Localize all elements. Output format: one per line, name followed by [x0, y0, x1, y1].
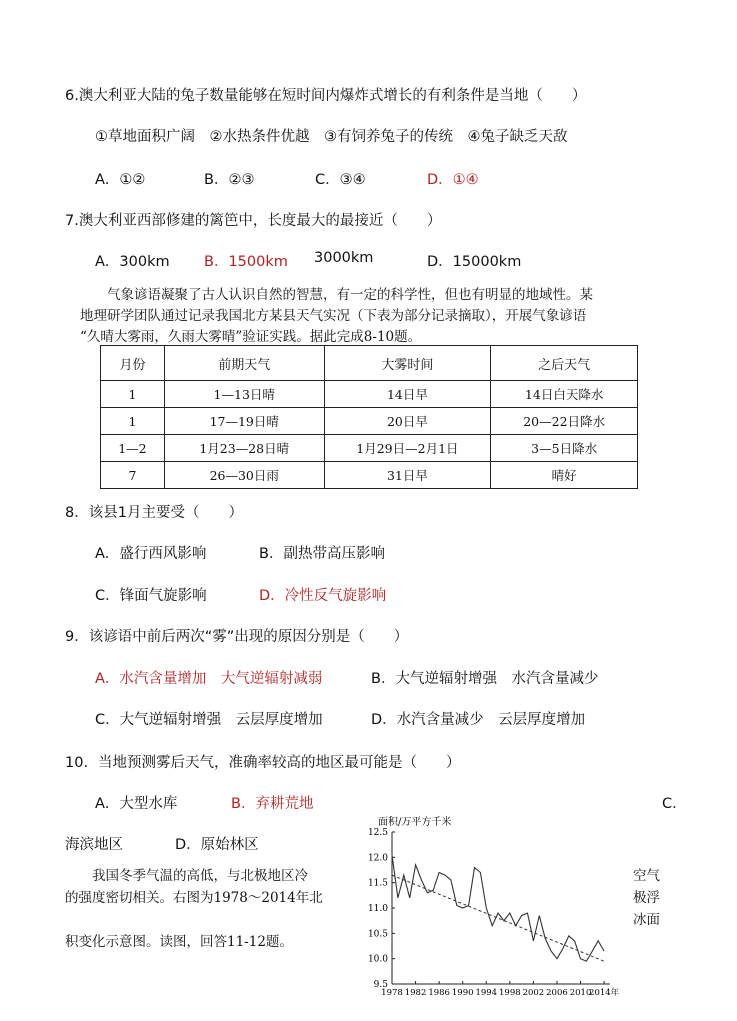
- q9-option-d: D．水汽含量减少 云层厚度增加: [371, 712, 586, 728]
- q8-stem: 8．该县1月主要受（ ）: [65, 505, 243, 521]
- y-tick-label: 11.0: [367, 904, 388, 914]
- header-before-weather: 前期天气: [164, 346, 324, 381]
- table-cell: 20—22日降水: [491, 408, 638, 435]
- passage2-line2-left: 的强度密切相关。右图为1978～2014年北: [65, 890, 323, 906]
- table-row: [101, 381, 638, 408]
- passage2-line3-right: 冰面: [633, 912, 660, 928]
- x-tick-label: 2006: [546, 988, 568, 998]
- table-cell: 1: [101, 381, 165, 408]
- sea-ice-area-line: [392, 855, 604, 961]
- table-header-row: [101, 346, 638, 381]
- x-tick-label: 1990: [451, 988, 474, 998]
- y-tick-label: 12.5: [367, 828, 388, 838]
- q7-option-c: 3000km: [314, 250, 374, 266]
- q6-option-a: A．①②: [95, 172, 146, 188]
- passage1-line1: 气象谚语凝聚了古人认识自然的智慧，有一定的科学性，但也有明显的地域性。某: [80, 287, 593, 303]
- q7-option-d: D．15000km: [427, 254, 522, 270]
- table-row: [101, 408, 638, 435]
- y-tick-label: 11.5: [367, 878, 388, 889]
- table-cell: 1月29日—2月1日: [324, 435, 491, 462]
- table-cell: 1: [101, 408, 165, 435]
- x-tick-label: 2014年: [589, 988, 620, 998]
- q9-option-a: A．水汽含量增加 大气逆辐射减弱: [95, 671, 323, 687]
- table-cell: 晴好: [491, 462, 638, 489]
- q7-option-b: B．1500km: [204, 254, 288, 270]
- table-cell: 14日早: [324, 381, 491, 408]
- header-fog-time: 大雾时间: [324, 346, 491, 381]
- passage1-line2: 地理研学团队通过记录我国北方某县天气实况（下表为部分记录摘取），开展气象谚语: [80, 308, 587, 324]
- x-tick-label: 2010: [569, 988, 592, 998]
- table-cell: 7: [101, 462, 165, 489]
- x-tick-label: 1986: [428, 988, 450, 998]
- y-tick-label: 10.0: [367, 954, 388, 965]
- table-cell: 1—2: [101, 435, 165, 462]
- q6-option-b: B．②③: [204, 172, 255, 188]
- y-tick-label: 10.5: [367, 929, 388, 940]
- q8-option-d: D．冷性反气旋影响: [259, 588, 387, 604]
- passage2-line1-left: 我国冬季气温的高低，与北极地区冷: [65, 868, 308, 884]
- y-tick-label: 12.0: [367, 853, 388, 864]
- q6-option-d: D．①④: [427, 172, 479, 188]
- table-cell: 14日白天降水: [491, 381, 638, 408]
- q10-stem: 10．当地预测雾后天气，准确率较高的地区最可能是（ ）: [65, 755, 461, 771]
- passage2-line1-right: 空气: [633, 868, 660, 884]
- table-cell: 1月23—28日晴: [164, 435, 324, 462]
- q10-option-c: C．: [662, 796, 687, 812]
- q6-items: ①草地面积广阔 ②水热条件优越 ③有饲养兔子的传统 ④兔子缺乏天敌: [95, 129, 568, 145]
- q9-option-b: B．大气逆辐射增强 水汽含量减少: [371, 671, 599, 687]
- x-tick-label: 1982: [404, 988, 427, 998]
- q7-option-a: A．300km: [95, 254, 170, 270]
- table-cell: 26—30日雨: [164, 462, 324, 489]
- chart-title: 面积/万平方千米: [378, 817, 452, 828]
- weather-record-table: [100, 345, 638, 489]
- header-month: 月份: [101, 346, 165, 381]
- q10-option-d: D．原始林区: [175, 837, 259, 853]
- q6-stem: 6.澳大利亚大陆的兔子数量能够在短时间内爆炸式增长的有利条件是当地（ ）: [65, 88, 587, 104]
- q6-option-c: C．③④: [315, 172, 366, 188]
- q9-stem: 9．该谚语中前后两次“雾”出现的原因分别是（ ）: [65, 629, 409, 645]
- y-tick-label: 9.5: [373, 980, 388, 990]
- q8-option-b: B．副热带高压影响: [259, 546, 385, 562]
- q8-option-c: C．锋面气旋影响: [95, 588, 207, 604]
- q10-option-c-text: 海滨地区: [65, 837, 123, 853]
- table-cell: 1—13日晴: [164, 381, 324, 408]
- q10-option-b: B．弃耕荒地: [231, 796, 314, 812]
- arctic-sea-ice-chart: [360, 812, 622, 1012]
- q8-option-a: A．盛行西风影响: [95, 546, 207, 562]
- q10-option-a: A．大型水库: [95, 796, 178, 812]
- passage2-line2-right: 极浮: [633, 890, 660, 906]
- table-cell: 20日早: [324, 408, 491, 435]
- table-cell: 3—5日降水: [491, 435, 638, 462]
- q9-option-c: C．大气逆辐射增强 云层厚度增加: [95, 712, 323, 728]
- x-tick-label: 1978: [381, 988, 403, 998]
- table-cell: 31日早: [324, 462, 491, 489]
- trend-line: [392, 875, 604, 961]
- x-tick-label: 1994: [475, 988, 498, 998]
- q7-stem: 7.澳大利亚西部修建的篱笆中，长度最大的最接近（ ）: [65, 213, 442, 229]
- x-tick-label: 1998: [499, 988, 521, 998]
- table-row: [101, 435, 638, 462]
- table-row: [101, 462, 638, 489]
- passage1-line3: “久晴大雾雨，久雨大雾晴”验证实践。据此完成8-10题。: [80, 329, 422, 345]
- x-tick-label: 2002: [522, 988, 545, 998]
- header-after-weather: 之后天气: [491, 346, 638, 381]
- table-cell: 17—19日晴: [164, 408, 324, 435]
- passage2-line4-left: 积变化示意图。读图，回答11-12题。: [65, 934, 293, 950]
